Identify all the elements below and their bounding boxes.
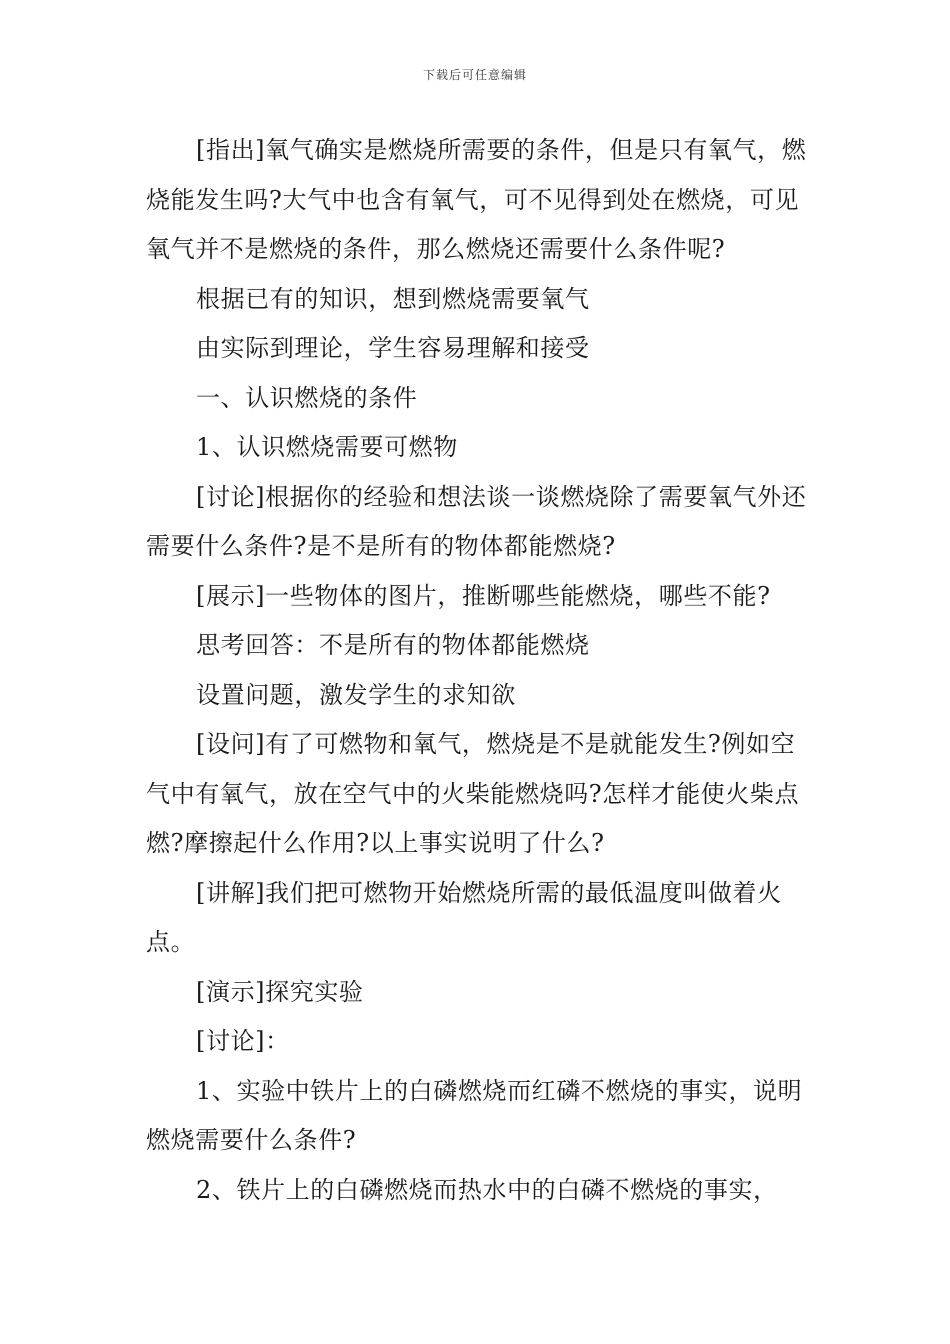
paragraph-pointing-out: [指出]氧气确实是燃烧所需要的条件，但是只有氧气，燃烧能发生吗?大气中也含有氧气，可不见得到处在燃烧，可见氧气并不是燃烧的条件，那么燃烧还需要什么条件呢? [146,136,807,263]
paragraph-discussion-label: [讨论]： [196,1027,290,1055]
paragraph-demo: [演示]探究实验 [196,977,364,1006]
paragraph-display: [展示]一些物体的图片，推断哪些能燃烧，哪些不能? [196,581,771,610]
subsection-heading: 1、认识燃烧需要可燃物 [196,433,458,461]
paragraph-question-1: 1、实验中铁片上的白磷燃烧而红磷不燃烧的事实，说明燃烧需要什么条件? [146,1076,803,1154]
paragraph-question: [设问]有了可燃物和氧气，燃烧是不是就能发生?例如空气中有氧气，放在空气中的火柴能燃烧吗?怎样才能使火柴点燃?摩擦起什么作用?以上事实说明了什么? [146,730,800,857]
paragraph-prior-knowledge: 根据已有的知识，想到燃烧需要氧气 [196,284,590,313]
paragraph-answer: 思考回答：不是所有的物体都能燃烧 [196,631,590,659]
paragraph-discussion: [讨论]根据你的经验和想法谈一谈燃烧除了需要氧气外还需要什么条件?是不是所有的物体都能燃烧? [146,482,807,560]
paragraph-explanation: [讲解]我们把可燃物开始燃烧所需的最低温度叫做着火点。 [146,878,782,956]
page-header: 下载后可任意编辑 [422,68,527,82]
section-heading: 一、认识燃烧的条件 [196,383,418,412]
paragraph-question-2: 2、铁片上的白磷燃烧而热水中的白磷不燃烧的事实， [196,1175,778,1204]
document-body [146,126,808,1215]
paragraph-theory: 由实际到理论，学生容易理解和接受 [196,334,590,362]
paragraph-set-question: 设置问题，激发学生的求知欲 [196,680,516,709]
